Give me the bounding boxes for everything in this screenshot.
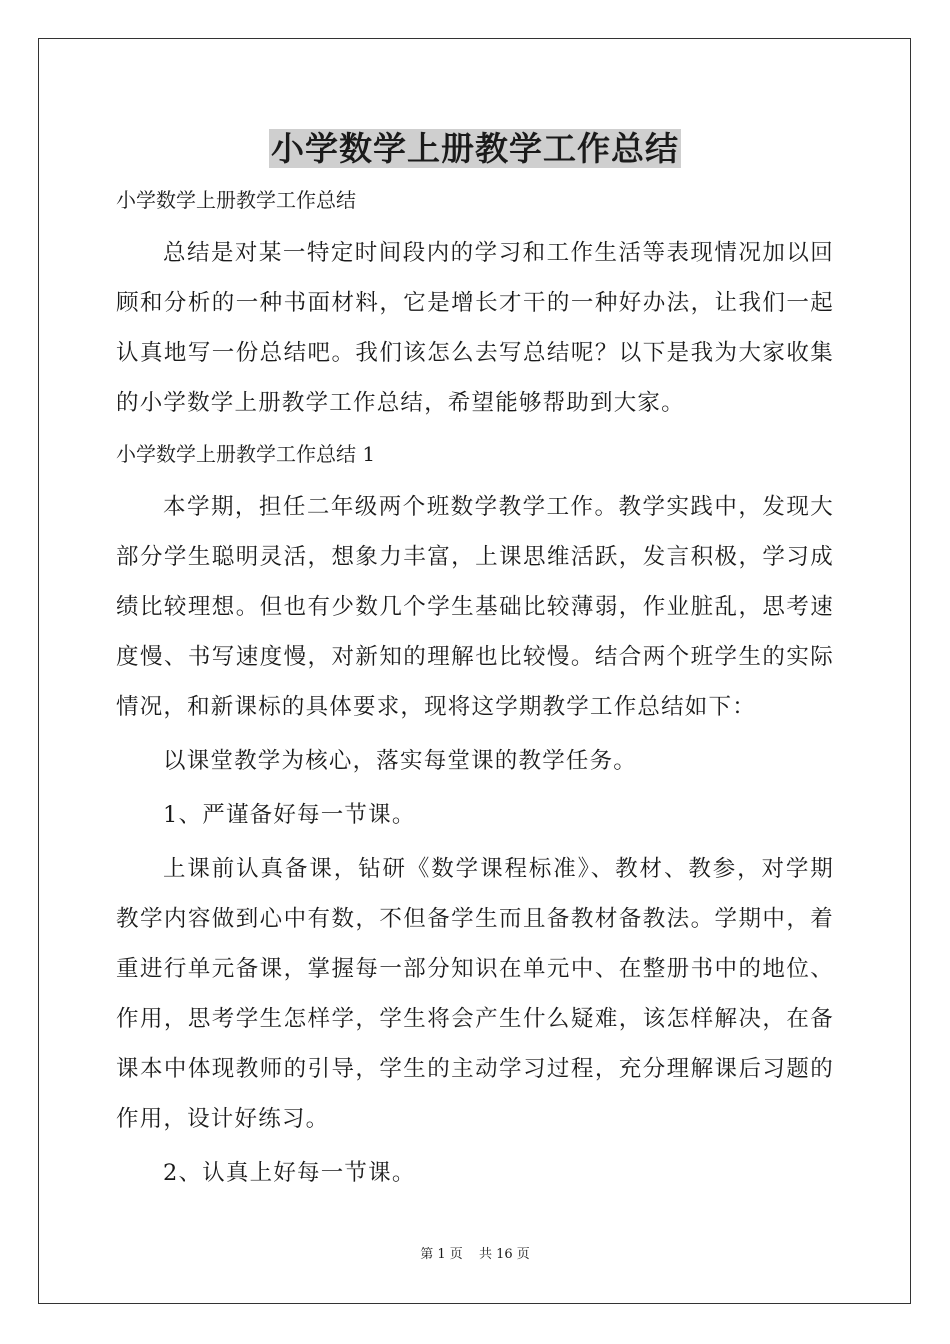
document-title — [0, 126, 950, 172]
intro-paragraph: 总结是对某一特定时间段内的学习和工作生活等表现情况加以回顾和分析的一种书面材料，它是增长才干的一种好办法，让我们一起认真地写一份总结吧。我们该怎么去写总结呢？以下是我为大家收集的小学数学上册教学工作总结，希望能够帮助到大家。 — [116, 240, 834, 416]
document-subtitle: 小学数学上册教学工作总结 — [116, 188, 356, 212]
body-paragraph: 上课前认真备课，钻研《数学课程标准》、教材、教参，对学期教学内容做到心中有数，不但备学生而且备教材备教法。学期中，着重进行单元备课，掌握每一部分知识在单元中、在整册书中的地位、作用，思考学生怎样学，学生将会产生什么疑难，该怎样解决，在备课本中体现教师的引导，学生的主动学习过程，充分理解课后习题的作用，设计好练习。 — [116, 856, 834, 1132]
document-body — [116, 178, 834, 1202]
body-paragraph: 以课堂教学为核心，落实每堂课的教学任务。 — [163, 748, 638, 774]
document-title-text: 小学数学上册教学工作总结 — [271, 129, 679, 168]
list-item: 1、严谨备好每一节课。 — [163, 802, 416, 828]
page-number: 第 1 页 — [420, 1247, 463, 1262]
section-heading: 小学数学上册教学工作总结 1 — [116, 442, 376, 466]
page-footer — [0, 1246, 950, 1264]
page-total: 共 16 页 — [478, 1247, 530, 1262]
list-item: 2、认真上好每一节课。 — [163, 1160, 416, 1186]
body-paragraph: 本学期，担任二年级两个班数学教学工作。教学实践中，发现大部分学生聪明灵活，想象力丰富，上课思维活跃，发言积极，学习成绩比较理想。但也有少数几个学生基础比较薄弱，作业脏乱，思考速度慢、书写速度慢，对新知的理解也比较慢。结合两个班学生的实际情况，和新课标的具体要求，现将这学期教学工作总结如下： — [116, 494, 834, 720]
